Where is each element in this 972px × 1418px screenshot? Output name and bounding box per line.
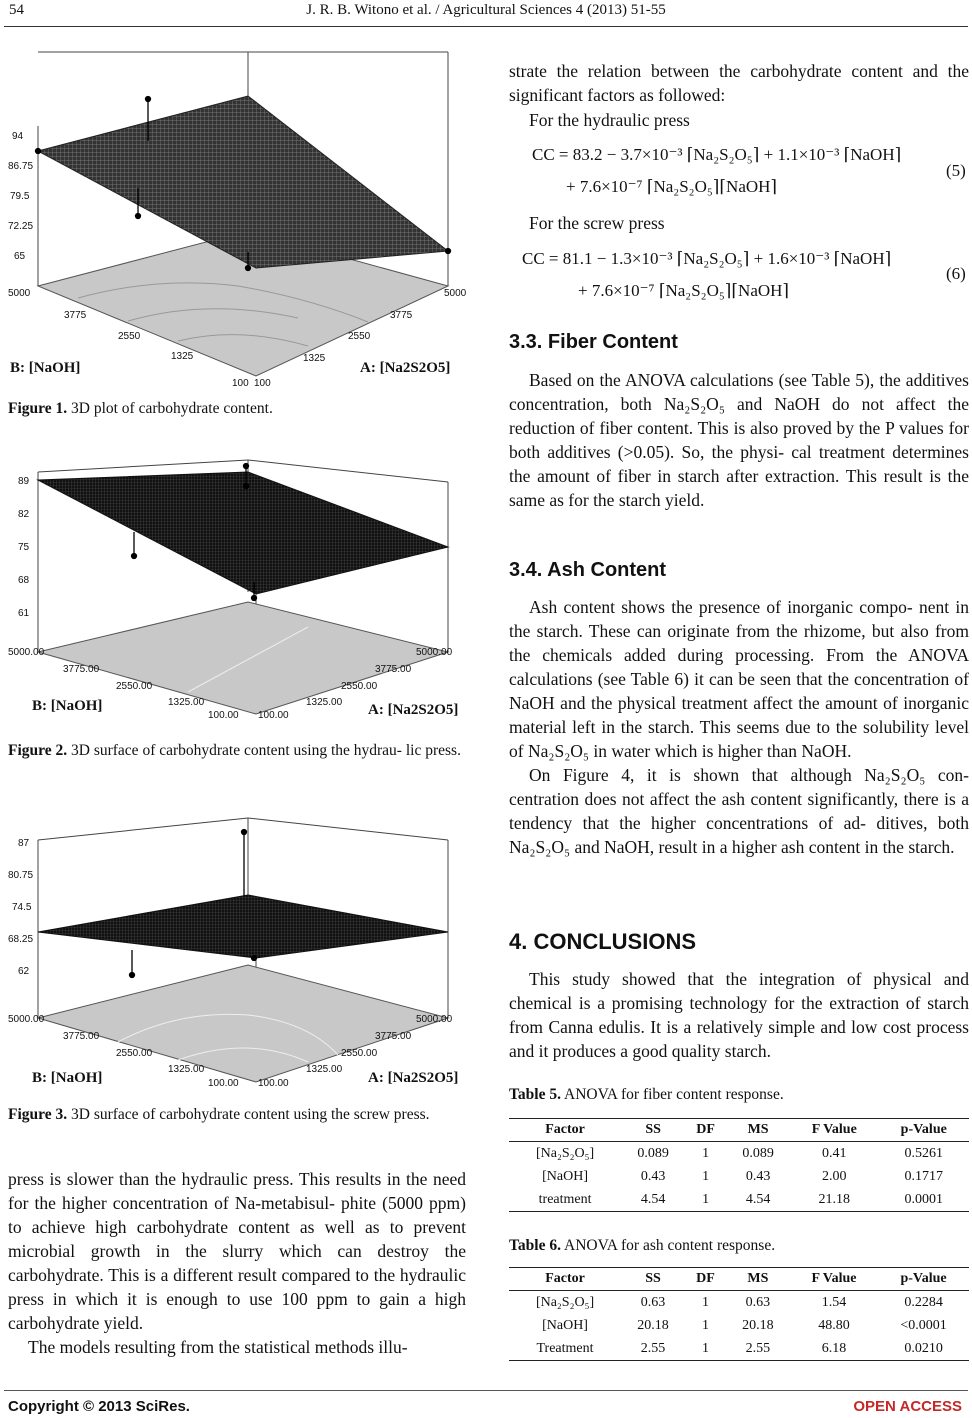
fig2-b-tick: 100.00: [208, 710, 239, 721]
table-cell: 1: [685, 1188, 726, 1212]
table-cell: 1: [702, 1168, 710, 1184]
table-header-row: [509, 1268, 969, 1291]
section-4-body: [509, 967, 969, 1063]
hydraulic-label-text: For the hydraulic press: [529, 110, 690, 130]
fig1-z-tick: 72.25: [8, 221, 34, 232]
table-row: [509, 1188, 969, 1212]
table-6-caption: [509, 1237, 775, 1255]
figure-1-plot: [8, 36, 470, 392]
fig2-a-tick: 1325.00: [306, 697, 343, 708]
fig3-a-tick: 100.00: [258, 1078, 289, 1089]
column-header: SS: [621, 1119, 685, 1142]
fig3-z-tick: 74.5: [12, 902, 32, 913]
column-header: MS: [726, 1268, 790, 1291]
figure-2-caption: [8, 740, 468, 762]
fig3-a-tick: 2550.00: [341, 1048, 378, 1059]
equation-6-number: (6): [946, 264, 966, 283]
section-3-3-body: [509, 368, 969, 512]
column-header: MS: [726, 1119, 790, 1142]
fig2-b-tick: 3775.00: [63, 664, 100, 675]
column-header: DF: [685, 1119, 726, 1142]
fig3-b-tick: 100.00: [208, 1078, 239, 1089]
section-4-title: 4. CONCLUSIONS: [509, 929, 697, 954]
fig3-z-tick: 87: [18, 838, 30, 849]
table-row: [509, 1165, 969, 1188]
right-intro-paragraph: strate the relation between the carbohydrate content and the significant factors as followed:: [509, 61, 969, 105]
equation-5-line-2: + 7.6×10⁻⁷ ⌈Na₂S₂O₅⌉⌈NaOH⌉: [566, 177, 778, 196]
fig1-a-tick: 5000: [444, 288, 467, 299]
fig1-a-tick: 1325: [303, 353, 326, 364]
column-header: p-Value: [878, 1119, 969, 1142]
header-rule: [4, 26, 968, 27]
equation-5-number: (5): [946, 161, 966, 180]
table-cell: 0.089: [637, 1145, 669, 1161]
figure-3-caption: [8, 1104, 468, 1126]
table-5: [509, 1118, 969, 1212]
table-5-label: Table 5.: [509, 1086, 561, 1103]
fig2-a-tick: 2550.00: [341, 681, 378, 692]
table-cell: 2.00: [822, 1168, 847, 1184]
table-cell: treatment: [509, 1188, 621, 1212]
equation-6-line-1: CC = 81.1 − 1.3×10⁻³ ⌈Na₂S₂O₅⌉ + 1.6×10⁻³ ⌈NaOH⌉: [522, 249, 892, 268]
section-3-3-title: 3.3. Fiber Content: [509, 331, 678, 353]
fig2-a-tick: 100.00: [258, 710, 289, 721]
column-header: F Value: [790, 1268, 878, 1291]
fig2-z-tick: 61: [18, 608, 30, 619]
section-3-4-paragraph-2: On Figure 4, it is shown that although Na₂S₂O₅ con- centration does not affect the ash content significantly, there is a tendency that the higher concentrations of ad- ditives, both Na₂S₂O₅ and NaOH, result in a higher ash content in the starch.: [509, 765, 969, 857]
fig2-z-tick: 75: [18, 542, 30, 553]
fig3-b-tick: 1325.00: [168, 1064, 205, 1075]
figure-1: [8, 36, 470, 392]
fig3-b-tick: 2550.00: [116, 1048, 153, 1059]
left-column-text: [8, 1167, 466, 1359]
fig3-b-tick: 3775.00: [63, 1031, 100, 1042]
section-3-4-body: [509, 595, 969, 859]
column-header: p-Value: [878, 1268, 969, 1291]
table-5-caption-text: ANOVA for fiber content response.: [564, 1086, 784, 1103]
fig1-a-tick: 3775: [390, 310, 413, 321]
fig2-b-tick: 5000.00: [8, 647, 45, 658]
table-cell: 4.54: [726, 1188, 790, 1212]
table-5-caption: [509, 1086, 784, 1104]
fig3-a-tick: 1325.00: [306, 1064, 343, 1075]
table-cell: 0.0210: [878, 1337, 969, 1361]
right-intro: [509, 59, 969, 107]
table-cell: 4.54: [621, 1188, 685, 1212]
table-cell: 0.2284: [904, 1294, 943, 1310]
figure-2-plot: [8, 452, 470, 722]
equation-5-line-1: CC = 83.2 − 3.7×10⁻³ ⌈Na₂S₂O₅⌉ + 1.1×10⁻³ ⌈NaOH⌉: [532, 145, 902, 164]
fig2-a-tick: 3775.00: [375, 664, 412, 675]
table-cell: 0.5261: [904, 1145, 943, 1161]
left-paragraph-2: The models resulting from the statistical methods illu-: [28, 1337, 408, 1357]
table-cell: Treatment: [509, 1337, 621, 1361]
table-cell: 1: [702, 1145, 710, 1161]
table-row: [509, 1142, 969, 1166]
table-cell: 1: [701, 1317, 709, 1333]
running-title: J. R. B. Witono et al. / Agricultural Sciences 4 (2013) 51-55: [306, 2, 666, 18]
table-cell: 0.63: [640, 1294, 666, 1310]
figure-2-label: Figure 2.: [8, 742, 68, 759]
footer-rule: [4, 1390, 968, 1391]
column-header: SS: [621, 1268, 685, 1291]
section-3-4-paragraph-1: Ash content shows the presence of inorganic compo- nent in the starch. These can originate from the rhizome, but also from the chemicals added during processing. From the ANOVA calculations (see Table 6) it can be seen that the concentration of NaOH and the physical treatment affect the amount of inorganic material left in the starch. This seems due to the solubility level of Na₂S₂O₅ in water which is higher than NaOH.: [509, 597, 969, 761]
table-cell: <0.0001: [900, 1317, 947, 1333]
column-header: DF: [685, 1268, 726, 1291]
equation-6-line-2: + 7.6×10⁻⁷ ⌈Na₂S₂O₅⌉⌈NaOH⌉: [578, 281, 790, 300]
fig1-b-tick: 100: [232, 378, 249, 389]
table-cell: 0.43: [745, 1168, 771, 1184]
fig3-b-tick: 5000.00: [8, 1014, 45, 1025]
table-cell: 0.1717: [904, 1168, 943, 1184]
table-cell: 1: [701, 1294, 709, 1310]
table-cell: 20.18: [742, 1317, 774, 1333]
table-cell: 2.55: [621, 1337, 685, 1361]
fig2-z-tick: 82: [18, 509, 30, 520]
left-paragraph-1: press is slower than the hydraulic press. This results in the need for the higher concentration of Na-metabisul- phite (5000 ppm) to achieve high carbohydrate content as well as to prevent microbial growth in the slurry which can destroy the carbohydrate. This is a different result compared to the hydraulic press in which it is enough to use 100 ppm to gain a high carbohydrate yield.: [8, 1169, 466, 1333]
figure-2: [8, 452, 470, 722]
table-6-caption-text: ANOVA for ash content response.: [564, 1237, 776, 1254]
table-cell: 0.089: [742, 1145, 774, 1161]
table-row: [509, 1337, 969, 1361]
table-cell: [Na₂S₂O₅]: [535, 1145, 595, 1161]
figure-1-caption: [8, 398, 468, 420]
fig3-z-tick: 68.25: [8, 934, 34, 945]
section-3-4-title: 3.4. Ash Content: [509, 559, 667, 581]
fig2-z-tick: 89: [18, 476, 30, 487]
section-4-paragraph: This study showed that the integration of physical and chemical is a promising technology for the extraction of starch from Canna edulis. It is a relatively simple and low cost process and it produces a good quality starch.: [509, 969, 969, 1061]
table-cell: 0.43: [640, 1168, 666, 1184]
screw-label: [529, 211, 969, 235]
page-number: 54: [9, 2, 24, 18]
fig1-b-tick: 2550: [118, 331, 141, 342]
fig1-z-tick: 65: [14, 251, 26, 262]
table-cell: 48.80: [818, 1317, 850, 1333]
fig3-b-axis-label: B: [NaOH]: [32, 1070, 103, 1086]
fig1-z-tick: 86.75: [8, 161, 34, 172]
table-cell: [NaOH]: [542, 1168, 589, 1184]
fig2-a-axis-label: A: [Na2S2O5]: [368, 702, 459, 718]
copyright-notice: Copyright © 2013 SciRes.: [8, 1398, 190, 1415]
fig1-b-tick: 3775: [64, 310, 87, 321]
fig3-a-tick: 3775.00: [375, 1031, 412, 1042]
table-cell: 1.54: [821, 1294, 847, 1310]
fig2-b-axis-label: B: [NaOH]: [32, 698, 103, 714]
table-cell: [Na₂S₂O₅]: [535, 1294, 595, 1310]
table-cell: 0.0001: [878, 1188, 969, 1212]
fig1-a-axis-label: A: [Na2S2O5]: [360, 360, 451, 376]
column-header: Factor: [509, 1119, 621, 1142]
fig2-b-tick: 2550.00: [116, 681, 153, 692]
table-row: [509, 1314, 969, 1337]
fig3-z-tick: 62: [18, 966, 30, 977]
figure-1-caption-text: 3D plot of carbohydrate content.: [71, 400, 273, 417]
figure-3-caption-text: 3D surface of carbohydrate content using the screw press.: [71, 1106, 430, 1123]
fig1-a-tick: 2550: [348, 331, 371, 342]
fig1-z-tick: 94: [12, 131, 24, 142]
fig1-b-axis-label: B: [NaOH]: [10, 360, 81, 376]
fig3-z-tick: 80.75: [8, 870, 34, 881]
table-cell: 20.18: [637, 1317, 669, 1333]
figure-1-label: Figure 1.: [8, 400, 68, 417]
fig1-a-tick: 100: [254, 378, 271, 389]
fig1-z-tick: 79.5: [10, 191, 30, 202]
fig1-b-tick: 5000: [8, 288, 31, 299]
table-cell: 0.63: [745, 1294, 771, 1310]
table-cell: [NaOH]: [542, 1317, 588, 1333]
table-header-row: [509, 1119, 969, 1142]
fig3-a-tick: 5000.00: [416, 1014, 453, 1025]
figure-3-label: Figure 3.: [8, 1106, 68, 1123]
figure-2-caption-text: 3D surface of carbohydrate content using the hydrau- lic press.: [71, 742, 461, 759]
figure-3: [8, 810, 470, 1090]
column-header: F Value: [790, 1119, 878, 1142]
fig2-a-tick: 5000.00: [416, 647, 453, 658]
table-cell: 1: [685, 1337, 726, 1361]
table-6: [509, 1267, 969, 1361]
hydraulic-label: [529, 108, 969, 132]
screw-label-text: For the screw press: [529, 213, 665, 233]
table-cell: 6.18: [790, 1337, 878, 1361]
table-row: [509, 1291, 969, 1315]
figure-3-plot: [8, 810, 470, 1090]
table-6-label: Table 6.: [509, 1237, 561, 1254]
fig1-b-tick: 1325: [171, 351, 194, 362]
fig3-a-axis-label: A: [Na2S2O5]: [368, 1070, 459, 1086]
fig2-b-tick: 1325.00: [168, 697, 205, 708]
column-header: Factor: [509, 1268, 621, 1291]
open-access-badge: OPEN ACCESS: [853, 1398, 962, 1415]
table-cell: 21.18: [790, 1188, 878, 1212]
table-cell: 0.41: [822, 1145, 847, 1161]
fig2-z-tick: 68: [18, 575, 30, 586]
running-header: [0, 2, 972, 24]
table-cell: 2.55: [726, 1337, 790, 1361]
section-3-3-paragraph: Based on the ANOVA calculations (see Table 5), the additives concentration, both Na₂S₂O₅ and NaOH do not affect the reduction of fiber content. This is also proved by the P values for both additives (>0.05). So, the physi- cal treatment determines the amount of fiber in starch after extraction. This result is the same as for the starch yield.: [509, 370, 969, 510]
